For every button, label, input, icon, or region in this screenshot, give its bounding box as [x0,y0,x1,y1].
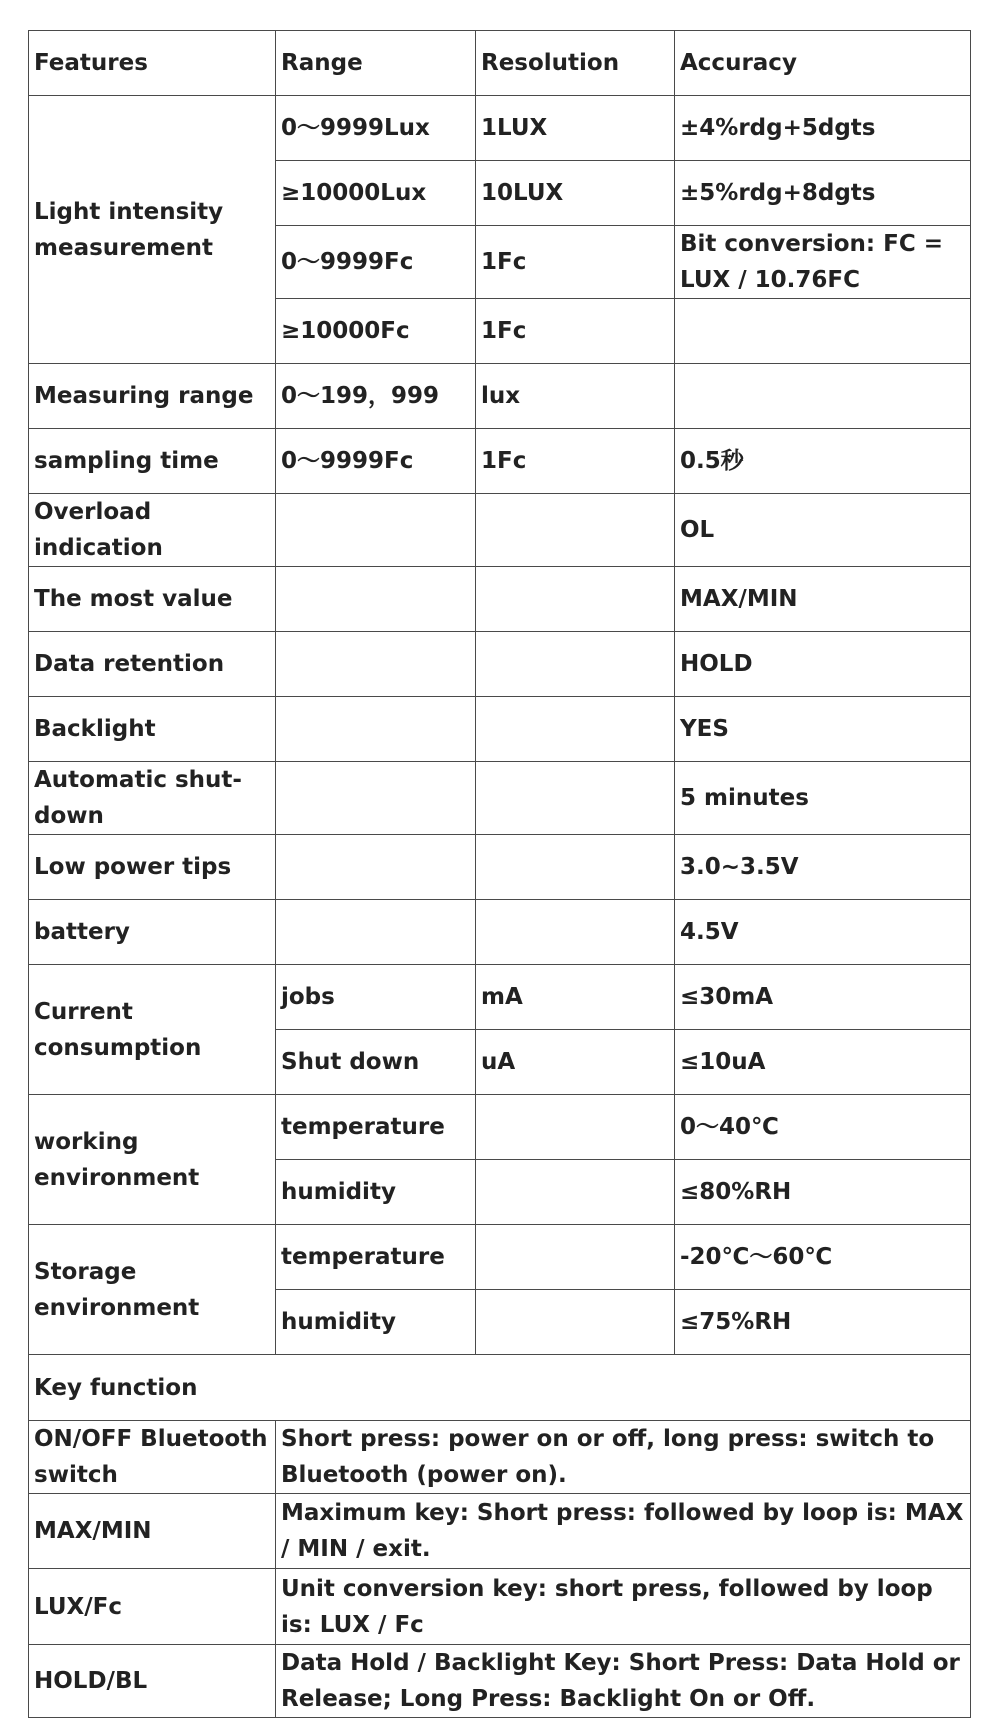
accuracy-cell: ±4%rdg+5dgts [675,96,971,161]
resolution-cell: lux [476,364,675,429]
feature-sampling-time: sampling time [29,429,276,494]
range-cell: Shut down [276,1030,476,1095]
feature-current-consumption: Current consumption [29,965,276,1095]
range-cell: 0～9999Fc [276,429,476,494]
accuracy-cell: -20℃～60℃ [675,1225,971,1290]
feature-measuring-range: Measuring range [29,364,276,429]
accuracy-cell: MAX/MIN [675,567,971,632]
resolution-cell [476,494,675,567]
accuracy-cell: ≤80%RH [675,1160,971,1225]
range-cell: temperature [276,1225,476,1290]
table-row [29,632,971,697]
key-name-cell: MAX/MIN [29,1494,276,1569]
range-cell: 0～199，999 [276,364,476,429]
range-cell [276,900,476,965]
range-cell: humidity [276,1290,476,1355]
table-row [29,1645,971,1718]
table-row [29,429,971,494]
feature-cell: Automatic shut-down [29,762,276,835]
range-cell [276,494,476,567]
range-cell [276,567,476,632]
table-row [29,762,971,835]
resolution-cell: mA [476,965,675,1030]
resolution-cell [476,1290,675,1355]
resolution-cell [476,1160,675,1225]
accuracy-cell [675,299,971,364]
resolution-cell: 1Fc [476,226,675,299]
resolution-cell: 10LUX [476,161,675,226]
feature-cell: Data retention [29,632,276,697]
feature-cell: battery [29,900,276,965]
key-description-cell: Unit conversion key: short press, followed by loop is: LUX / Fc [276,1569,971,1645]
accuracy-cell: OL [675,494,971,567]
resolution-cell [476,835,675,900]
accuracy-cell: ≤75%RH [675,1290,971,1355]
table-row [29,697,971,762]
table-row [29,364,971,429]
range-cell: 0～9999Lux [276,96,476,161]
feature-cell: Low power tips [29,835,276,900]
range-cell: 0～9999Fc [276,226,476,299]
key-description-cell: Data Hold / Backlight Key: Short Press: Data Hold or Release; Long Press: Backlight On or Off. [276,1645,971,1718]
key-function-title: Key function [29,1355,971,1421]
table-row [29,900,971,965]
accuracy-cell: 0～40℃ [675,1095,971,1160]
feature-storage-environment: Storage environment [29,1225,276,1355]
feature-cell: The most value [29,567,276,632]
range-cell: jobs [276,965,476,1030]
range-cell [276,632,476,697]
range-cell [276,835,476,900]
feature-cell: Backlight [29,697,276,762]
accuracy-cell: ±5%rdg+8dgts [675,161,971,226]
key-description-cell: Maximum key: Short press: followed by loop is: MAX / MIN / exit. [276,1494,971,1569]
range-cell: temperature [276,1095,476,1160]
range-cell [276,697,476,762]
feature-light-intensity: Light intensity measurement [29,96,276,364]
resolution-cell: 1Fc [476,299,675,364]
accuracy-cell: 5 minutes [675,762,971,835]
range-cell: ≥10000Lux [276,161,476,226]
header-accuracy: Accuracy [675,31,971,96]
resolution-cell [476,1095,675,1160]
resolution-cell: 1Fc [476,429,675,494]
resolution-cell [476,762,675,835]
table-row [29,1421,971,1494]
accuracy-cell: ≤10uA [675,1030,971,1095]
range-cell: ≥10000Fc [276,299,476,364]
table-row [29,494,971,567]
accuracy-cell: 4.5V [675,900,971,965]
key-name-cell: HOLD/BL [29,1645,276,1718]
accuracy-cell: 0.5秒 [675,429,971,494]
accuracy-cell: YES [675,697,971,762]
feature-working-environment: working environment [29,1095,276,1225]
resolution-cell [476,632,675,697]
resolution-cell: uA [476,1030,675,1095]
table-row [29,1095,971,1160]
accuracy-cell: HOLD [675,632,971,697]
table-row [29,835,971,900]
key-description-cell: Short press: power on or off, long press: switch to Bluetooth (power on). [276,1421,971,1494]
table-row [29,965,971,1030]
table-row [29,1569,971,1645]
spec-table [28,30,971,1718]
resolution-cell: 1LUX [476,96,675,161]
accuracy-cell: 3.0~3.5V [675,835,971,900]
table-row [29,1494,971,1569]
resolution-cell [476,697,675,762]
resolution-cell [476,567,675,632]
feature-cell: Overload indication [29,494,276,567]
accuracy-cell: ≤30mA [675,965,971,1030]
key-name-cell: ON/OFF Bluetooth switch [29,1421,276,1494]
table-row [29,1225,971,1290]
accuracy-cell: Bit conversion: FC = LUX / 10.76FC [675,226,971,299]
table-row [29,96,971,161]
header-resolution: Resolution [476,31,675,96]
header-row [29,31,971,96]
accuracy-cell [675,364,971,429]
resolution-cell [476,1225,675,1290]
key-name-cell: LUX/Fc [29,1569,276,1645]
range-cell: humidity [276,1160,476,1225]
header-range: Range [276,31,476,96]
range-cell [276,762,476,835]
resolution-cell [476,900,675,965]
table-row [29,567,971,632]
header-features: Features [29,31,276,96]
key-function-header-row [29,1355,971,1421]
